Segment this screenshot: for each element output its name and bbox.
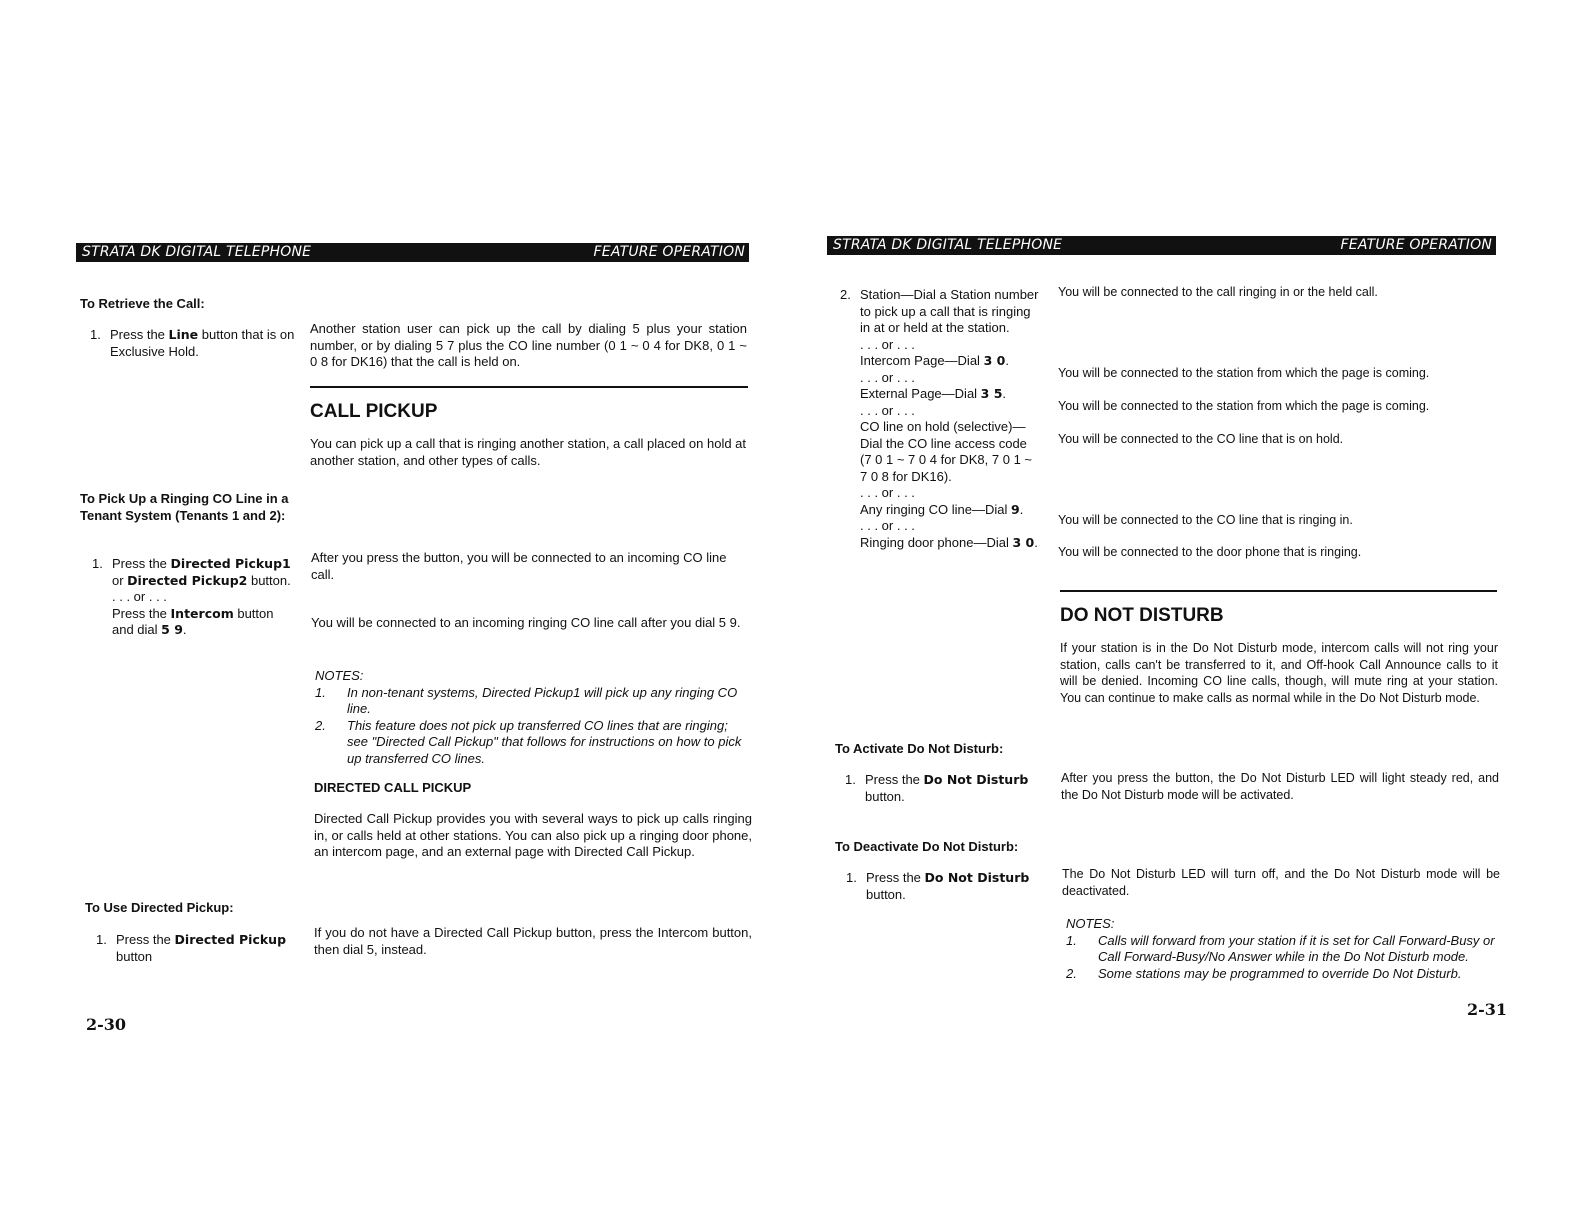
activate-step: 1. Press the Do Not Disturb button.: [845, 772, 1029, 804]
deactivate-desc: The Do Not Disturb LED will turn off, and the Do Not Disturb mode will be deactivated.: [1062, 867, 1500, 898]
station-desc-6: You will be connected to the door phone that is ringing.: [1058, 545, 1362, 559]
use-directed-step: 1. Press the Directed Pickup button: [96, 932, 287, 964]
directed-intro: Directed Call Pickup provides you with several ways to pick up calls ringing in, or calls held at other stations. You can also pick up a ringing door phone, an intercom page, and an external page with Directed Call Pickup.: [314, 811, 752, 859]
retrieve-title: To Retrieve the Call:: [80, 296, 205, 311]
tenant-desc-2: You will be connected to an incoming ringing CO line call after you dial 5 9.: [311, 615, 741, 630]
station-desc-5: You will be connected to the CO line that is ringing in.: [1058, 513, 1353, 527]
header-left-title: STRATA DK DIGITAL TELEPHONE: [82, 244, 312, 260]
retrieve-desc: Another station user can pick up the call by dialing 5 plus your station number, or by dialing 5 7 plus the CO line number (0 1 ~ 0 4 for DK8, 0 1 ~ 0 8 for DK16) that the call is held on.: [310, 321, 747, 369]
call-pickup-title: CALL PICKUP: [310, 401, 438, 422]
left-notes: NOTES: 1. In non-tenant systems, Directed Pickup1 will pick up any ringing CO line. 2. This feature does not pick up transferred CO lines that are ringing; see "Directed Call Pickup" that follows for instructions on how to pick up transferred CO lines.: [315, 668, 751, 767]
header-left-title: STRATA DK DIGITAL TELEPHONE: [833, 237, 1063, 253]
tenant-steps: 1. Press the Directed Pickup1 or Directed Pickup2 button. . . . or . . . Press the Intercom button and dial 5 9.: [92, 556, 291, 637]
activate-title: To Activate Do Not Disturb:: [835, 741, 1004, 756]
retrieve-step: 1. Press the Line button that is on Exclusive Hold.: [90, 327, 295, 359]
section-rule: [310, 386, 748, 388]
station-steps: 2. Station—Dial a Station number to pick up a call that is ringing in at or held at the station. . . . or . . . Intercom Page—Dial 3 0. . . . or . . . External Page—Dial 3 5. . . . or . . . CO line on hold (selective)—Dial the CO line access code (7 0 1 ~ 7 0 4 for DK8, 7 0 1 ~ 7 0 8 for DK16). . . . or . . . Any ringing CO line—Dial 9. . . . or . . . Ringing door phone—Dial 3 0.: [840, 287, 1039, 550]
section-rule: [1060, 590, 1497, 592]
deactivate-title: To Deactivate Do Not Disturb:: [835, 839, 1019, 854]
station-desc-4: You will be connected to the CO line that is on hold.: [1058, 432, 1344, 446]
activate-desc: After you press the button, the Do Not Disturb LED will light steady red, and the Do Not Disturb mode will be activated.: [1061, 771, 1499, 802]
station-desc-3: You will be connected to the station from which the page is coming.: [1058, 399, 1430, 413]
directed-title: DIRECTED CALL PICKUP: [314, 780, 472, 795]
header-right-title: FEATURE OPERATION: [593, 244, 745, 260]
left-header-bar: [76, 243, 749, 262]
dnd-intro: If your station is in the Do Not Disturb mode, intercom calls will not ring your station, calls can't be transferred to it, and Off-hook Call Announce calls to it will be denied. Incoming CO line calls, though, will mute ring at your station. You can continue to make calls as normal while in the Do Not Disturb mode.: [1060, 641, 1498, 705]
tenant-title: To Pick Up a Ringing CO Line in a Tenant System (Tenants 1 and 2):: [80, 491, 289, 523]
station-desc-1: You will be connected to the call ringing in or the held call.: [1058, 285, 1378, 299]
step-number: 1.: [90, 327, 101, 342]
deactivate-step: 1. Press the Do Not Disturb button.: [846, 870, 1030, 902]
station-desc-2: You will be connected to the station from which the page is coming.: [1058, 366, 1430, 380]
call-pickup-intro: You can pick up a call that is ringing another station, a call placed on hold at another station, and other types of calls.: [310, 436, 747, 468]
notes-label: NOTES:: [1066, 916, 1115, 931]
notes-label: NOTES:: [315, 668, 364, 683]
header-right-title: FEATURE OPERATION: [1340, 237, 1492, 253]
right-notes: NOTES: 1. Calls will forward from your station if it is set for Call Forward-Busy or Call Forward-Busy/No Answer while in the Do Not Disturb mode. 2. Some stations may be programmed to override Do Not Disturb.: [1066, 916, 1500, 982]
dnd-title: DO NOT DISTURB: [1060, 605, 1224, 626]
page-number-right: 2-31: [1467, 1000, 1508, 1019]
tenant-desc-1: After you press the button, you will be connected to an incoming CO line call.: [311, 550, 727, 582]
use-directed-desc: If you do not have a Directed Call Pickup button, press the Intercom button, then dial 5, instead.: [314, 925, 752, 957]
right-header-bar: [827, 236, 1496, 255]
use-directed-title: To Use Directed Pickup:: [85, 900, 234, 915]
page-number-left: 2-30: [86, 1015, 127, 1034]
